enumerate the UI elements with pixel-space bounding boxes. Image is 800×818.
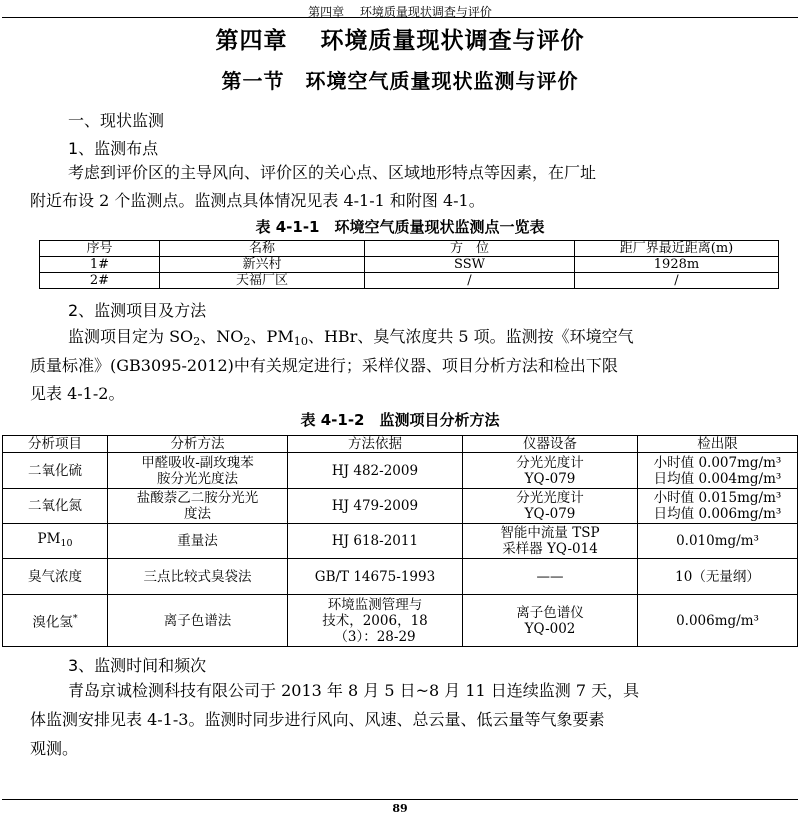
- cell-line: 离子色谱仪: [516, 604, 584, 621]
- table-row: [3, 559, 798, 595]
- subscript: 2: [193, 335, 201, 348]
- table-cell: 二氧化氮: [3, 489, 108, 524]
- table-cell: HJ 618-2011: [288, 524, 463, 559]
- text: 、HBr、臭气浓度共 5 项。监测按《环境空气: [307, 327, 634, 346]
- cell-line: 智能中流量 TSP: [500, 525, 600, 541]
- table-cell: HJ 479-2009: [288, 489, 463, 524]
- table-cell: [463, 489, 638, 524]
- table-header-cell: 方法依据: [288, 436, 463, 453]
- text: 、PM: [250, 327, 294, 346]
- table-cell: /: [575, 273, 779, 289]
- table-cell: ——: [463, 559, 638, 595]
- cell-line: 甲醛吸收-副玫瑰苯: [141, 454, 254, 471]
- table-header-cell: 方 位: [365, 241, 575, 257]
- table-cell: [463, 524, 638, 559]
- cell-line: 采样器 YQ-014: [502, 541, 598, 557]
- footer-rule: [2, 799, 798, 800]
- subscript: 10: [60, 537, 73, 549]
- paragraph-3-line-3: 观测。: [30, 739, 79, 758]
- table-row: [3, 489, 798, 524]
- subheading-monitoring-time: 3、监测时间和频次: [68, 656, 207, 675]
- cell-line: 盐酸萘乙二胺分光光: [136, 490, 259, 506]
- table-cell: [3, 524, 108, 559]
- table-cell: 臭气浓度: [3, 559, 108, 595]
- cell-line: YQ-002: [524, 620, 576, 637]
- subscript: 10: [293, 335, 308, 348]
- cell-line: 技术，2006，18: [322, 612, 428, 629]
- subheading-monitoring-points: 1、监测布点: [68, 139, 159, 158]
- table-cell: [3, 595, 108, 647]
- header-rule: [2, 17, 798, 18]
- cell-line: YQ-079: [524, 470, 576, 487]
- text: 溴化氢: [32, 614, 73, 631]
- table-header-row: [3, 436, 798, 453]
- table-cell: /: [365, 273, 575, 289]
- paragraph-1-line-1: 考虑到评价区的主导风向、评价区的关心点、区域地形特点等因素，在厂址: [68, 163, 597, 182]
- table-cell: [108, 453, 288, 489]
- page-number: 89: [392, 802, 408, 815]
- table-cell: 0.006mg/m³: [638, 595, 798, 647]
- table-cell: 1928m: [575, 257, 779, 273]
- table-row: [3, 453, 798, 489]
- cell-line: （3）：28-29: [334, 628, 416, 645]
- cell-line: 日均值 0.006mg/m³: [653, 506, 782, 522]
- text: 、NO: [200, 327, 244, 346]
- table-cell: 新兴村: [160, 257, 365, 273]
- table-cell: [108, 489, 288, 524]
- cell-line: 分光光度计: [516, 454, 584, 471]
- analysis-methods-table: [2, 435, 798, 647]
- table-cell: 1#: [40, 257, 160, 273]
- cell-line: 小时值 0.015mg/m³: [653, 490, 782, 506]
- monitoring-points-table: [39, 240, 779, 289]
- table-header-cell: 仪器设备: [463, 436, 638, 453]
- table-cell: [288, 595, 463, 647]
- table-cell: 天福厂区: [160, 273, 365, 289]
- table-cell: [463, 453, 638, 489]
- table-header-cell: 分析项目: [3, 436, 108, 453]
- table-header-cell: 名称: [160, 241, 365, 257]
- table-header-row: [40, 241, 779, 257]
- table-cell: 0.010mg/m³: [638, 524, 798, 559]
- text: PM: [37, 530, 61, 547]
- table-cell: GB/T 14675-1993: [288, 559, 463, 595]
- table-cell: [638, 453, 798, 489]
- table-cell: 二氧化硫: [3, 453, 108, 489]
- table-cell: 重量法: [108, 524, 288, 559]
- cell-line: 日均值 0.004mg/m³: [653, 470, 782, 487]
- subheading-monitoring-items: 2、监测项目及方法: [68, 301, 207, 320]
- cell-line: 环境监测管理与: [327, 596, 423, 613]
- subscript: 2: [243, 335, 251, 348]
- paragraph-1-line-2: 附近布设 2 个监测点。监测点具体情况见表 4-1-1 和附图 4-1。: [30, 191, 485, 210]
- table-cell: SSW: [365, 257, 575, 273]
- superscript: *: [72, 612, 78, 624]
- table-row: [40, 257, 779, 273]
- table2-caption: 表 4-1-2 监测项目分析方法: [300, 411, 500, 429]
- table-row: [40, 273, 779, 289]
- cell-line: 度法: [184, 506, 211, 522]
- table-header-cell: 检出限: [638, 436, 798, 453]
- subheading-status-monitoring: 一、现状监测: [68, 111, 165, 130]
- table-header-cell: 分析方法: [108, 436, 288, 453]
- table-cell: 三点比较式臭袋法: [108, 559, 288, 595]
- running-header: 第四章 环境质量现状调查与评价: [308, 5, 492, 19]
- paragraph-2-line-3: 见表 4-1-2。: [30, 384, 125, 403]
- section-title: 第一节 环境空气质量现状监测与评价: [221, 69, 579, 93]
- chapter-title: 第四章 环境质量现状调查与评价: [215, 28, 585, 54]
- table-header-cell: 距厂界最近距离(m): [575, 241, 779, 257]
- text: 监测项目定为 SO: [68, 327, 194, 346]
- table-cell: 离子色谱法: [108, 595, 288, 647]
- table-row: [3, 595, 798, 647]
- paragraph-2-line-2: 质量标准》(GB3095-2012)中有关规定进行；采样仪器、项目分析方法和检出下限: [30, 356, 618, 375]
- cell-line: YQ-079: [524, 506, 576, 522]
- table-cell: [638, 489, 798, 524]
- paragraph-3-line-1: 青岛京诚检测科技有限公司于 2013 年 8 月 5 日~8 月 11 日连续监测 7 天，具: [68, 681, 640, 700]
- table-row: [3, 524, 798, 559]
- table1-caption: 表 4-1-1 环境空气质量现状监测点一览表: [255, 218, 545, 236]
- table-header-cell: 序号: [40, 241, 160, 257]
- table-cell: 2#: [40, 273, 160, 289]
- paragraph-3-line-2: 体监测安排见表 4-1-3。监测时同步进行风向、风速、总云量、低云量等气象要素: [30, 710, 605, 729]
- cell-line: 分光光度计: [516, 490, 584, 506]
- cell-line: 胺分光光度法: [157, 470, 238, 487]
- table-cell: 10（无量纲）: [638, 559, 798, 595]
- table-cell: HJ 482-2009: [288, 453, 463, 489]
- table-cell: [463, 595, 638, 647]
- cell-line: 小时值 0.007mg/m³: [653, 454, 782, 471]
